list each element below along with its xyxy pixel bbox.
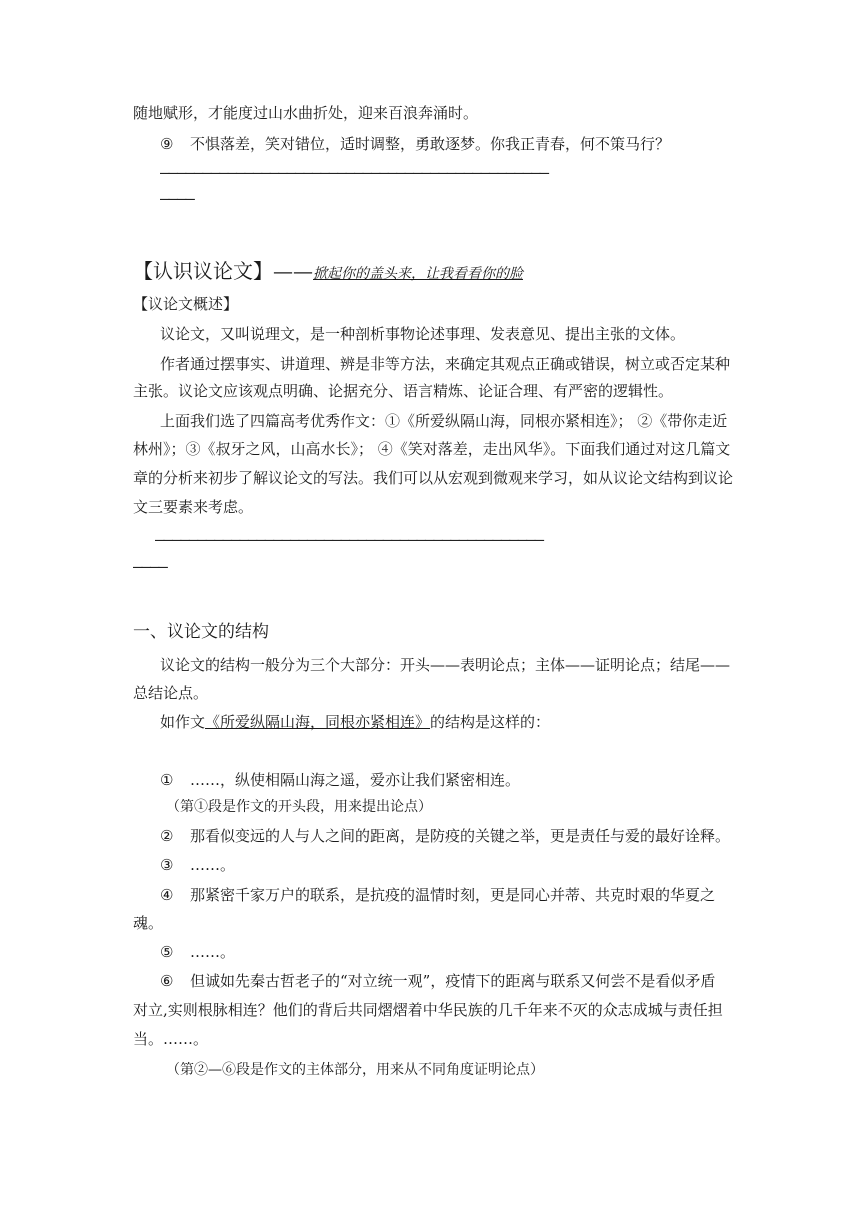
item-number: ⑤ [160,943,174,961]
continuation-line: 随地赋形，才能度过山水曲折处，迎来百浪奔涌时。 [133,104,479,122]
item-number: ③ [160,856,174,874]
example-line [160,712,550,732]
dash-separator-tail: ———— [160,189,194,208]
item-number: ⑥ [160,972,174,990]
structure-item-5 [160,942,235,962]
structure-item-4 [160,885,715,905]
structure-intro-line-1: 议论文的结构一般分为三个大部分：开头——表明论点；主体——证明论点；结尾—— [160,656,731,674]
structure-item-2 [160,826,730,846]
item-text: 那紧密千家万户的联系，是抗疫的温情时刻，更是同心并蒂、共克时艰的华夏之 [190,886,716,904]
structure-item-6-continued-1: 对立,实则根脉相连？他们的背后共同熠熠着中华民族的几千年来不灭的众志成城与责任担 [133,1001,723,1019]
overview-paragraph-2-line-1: 作者通过摆事实、讲道理、辨是非等方法，来确定其观点正确或错误，树立或否定某种 [160,355,731,373]
overview-paragraph-3-line-3: 章的分析来初步了解议论文的写法。我们可以从宏观到微观来学习，如从议论文结构到议论 [133,469,734,487]
overview-paragraph-3-line-1: 上面我们选了四篇高考优秀作文：①《所爱纵隔山海，同根亦紧相连》； ②《带你走近 [160,412,728,430]
item-number: ④ [160,886,174,904]
structure-item-3 [160,855,235,875]
structure-intro-line-2: 总结论点。 [133,684,209,702]
overview-paragraph-3-line-2: 林州》；③《叔牙之风，山高水长》； ④《笑对落差，走出风华》。下面我们通过对这几篇文 [133,440,731,458]
overview-paragraph-3-line-4: 文三要素来考虑。 [133,498,254,516]
overview-paragraph-2-line-2: 主张。议论文应该观点明确、论据充分、语言精炼、论证合理、有严密的逻辑性。 [133,382,674,400]
example-title: 《所爱纵隔山海，同根亦紧相连》 [205,713,431,731]
note-opening: （第①段是作文的开头段，用来提出论点） [166,799,432,815]
note-body: （第②—⑥段是作文的主体部分，用来从不同角度证明论点） [166,1062,544,1078]
item-text: ……。 [190,943,236,961]
section-title [133,258,523,287]
example-prefix: 如作文 [160,713,206,731]
dash-separator: —————————————————————————————————————————————— [160,163,548,182]
overview-paragraph-1: 议论文，又叫说理文，是一种剖析事物论述事理、发表意见、提出主张的文体。 [160,325,686,343]
item-number: ① [160,771,174,789]
section-title-dash: —— [273,259,313,283]
item-text: 那看似变远的人与人之间的距离，是防疫的关键之举，更是责任与爱的最好诠释。 [190,827,731,845]
item-number: ② [160,827,174,845]
structure-item-6 [160,971,715,991]
structure-item-4-continued: 魂。 [133,914,164,932]
structure-item-6-continued-2: 当。……。 [133,1030,209,1048]
dash-separator-tail: ———— [133,557,167,576]
section-title-main: 【认识议论文】 [133,259,273,283]
structure-item-1 [160,770,520,790]
item-text: 但诚如先秦古哲老子的“对立统一观”，疫情下的距离与联系又何尝不是看似矛盾 [190,972,716,990]
example-suffix: 的结构是这样的： [430,713,551,731]
paragraph-text: 不惧落差，笑对错位，适时调整，勇敢逐梦。你我正青春，何不策马行？ [190,135,671,153]
item-text: ……。 [190,856,236,874]
paragraph-9 [160,134,670,154]
overview-label: 【议论文概述】 [133,295,239,313]
paragraph-number: ⑨ [160,135,174,153]
section-title-subtitle: 掀起你的盖头来，让我看看你的脸 [313,266,523,282]
structure-heading: 一、议论文的结构 [133,622,269,642]
dash-separator: —————————————————————————————————————————————— [155,530,543,549]
item-text: ……，纵使相隔山海之遥，爱亦让我们紧密相连。 [190,771,521,789]
